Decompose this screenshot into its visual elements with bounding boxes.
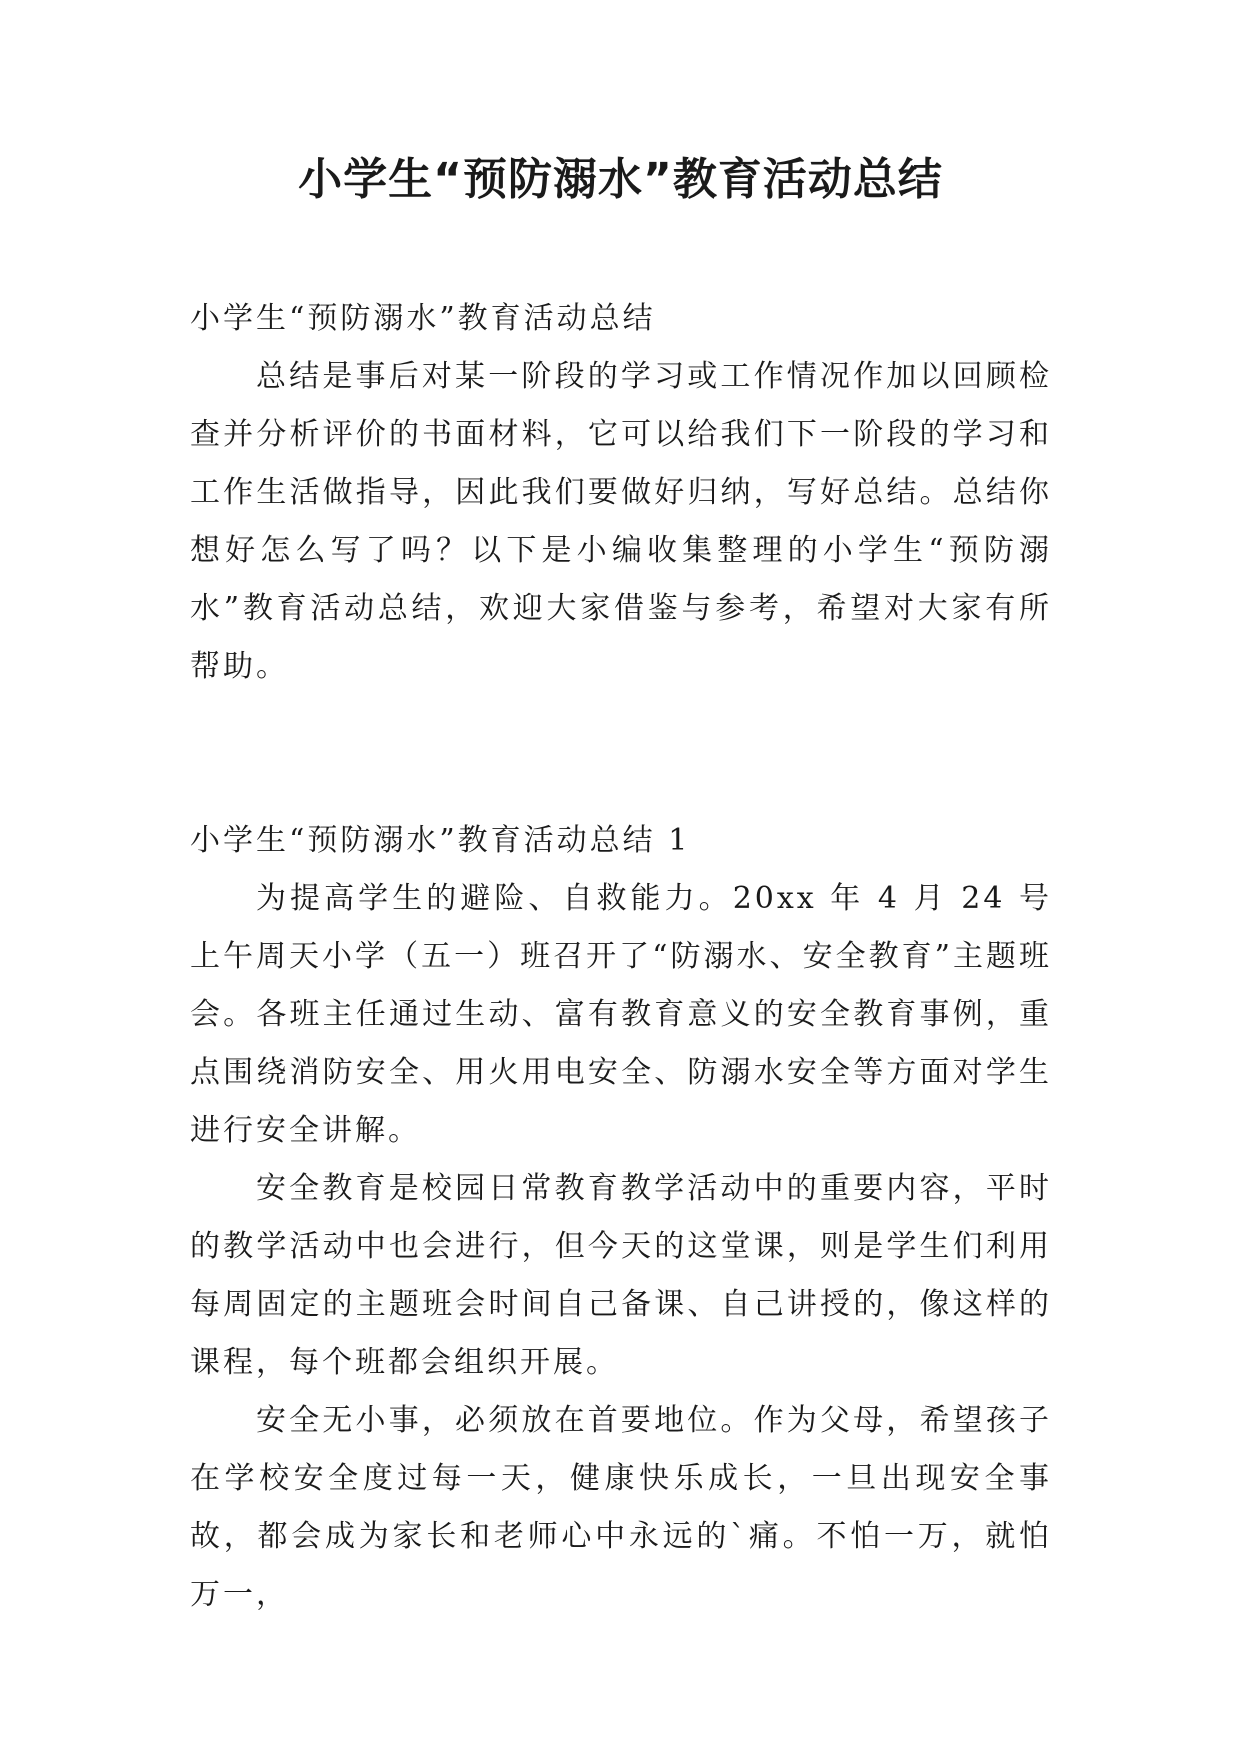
- section-heading: 小学生“预防溺水”教育活动总结 1: [190, 823, 691, 858]
- document-subtitle: 小学生“预防溺水”教育活动总结: [190, 301, 656, 336]
- document-title: 小学生“预防溺水”教育活动总结: [298, 154, 943, 205]
- intro-paragraph: 总结是事后对某一阶段的学习或工作情况作加以回顾检查并分析评价的书面材料，它可以给我们下一阶段的学习和工作生活做指导，因此我们要做好归纳，写好总结。总结你想好怎么写了吗？以下是小编收集整理的小学生“预防溺水”教育活动总结，欢迎大家借鉴与参考，希望对大家有所帮助。: [190, 359, 1052, 684]
- document-body: [190, 290, 1052, 1624]
- body-paragraph-3: 安全无小事，必须放在首要地位。作为父母，希望孩子在学校安全度过每一天，健康快乐成长，一旦出现安全事故，都会成为家长和老师心中永远的`痛。不怕一万，就怕万一，: [190, 1403, 1052, 1612]
- section-spacer: [190, 696, 1052, 812]
- body-paragraph-2: 安全教育是校园日常教育教学活动中的重要内容，平时的教学活动中也会进行，但今天的这堂课，则是学生们利用每周固定的主题班会时间自己备课、自己讲授的，像这样的课程，每个班都会组织开展。: [190, 1171, 1052, 1380]
- body-paragraph-1: 为提高学生的避险、自救能力。20xx 年 4 月 24 号上午周天小学（五一）班召开了“防溺水、安全教育”主题班会。各班主任通过生动、富有教育意义的安全教育事例，重点围绕消防安全、用火用电安全、防溺水安全等方面对学生进行安全讲解。: [190, 881, 1052, 1148]
